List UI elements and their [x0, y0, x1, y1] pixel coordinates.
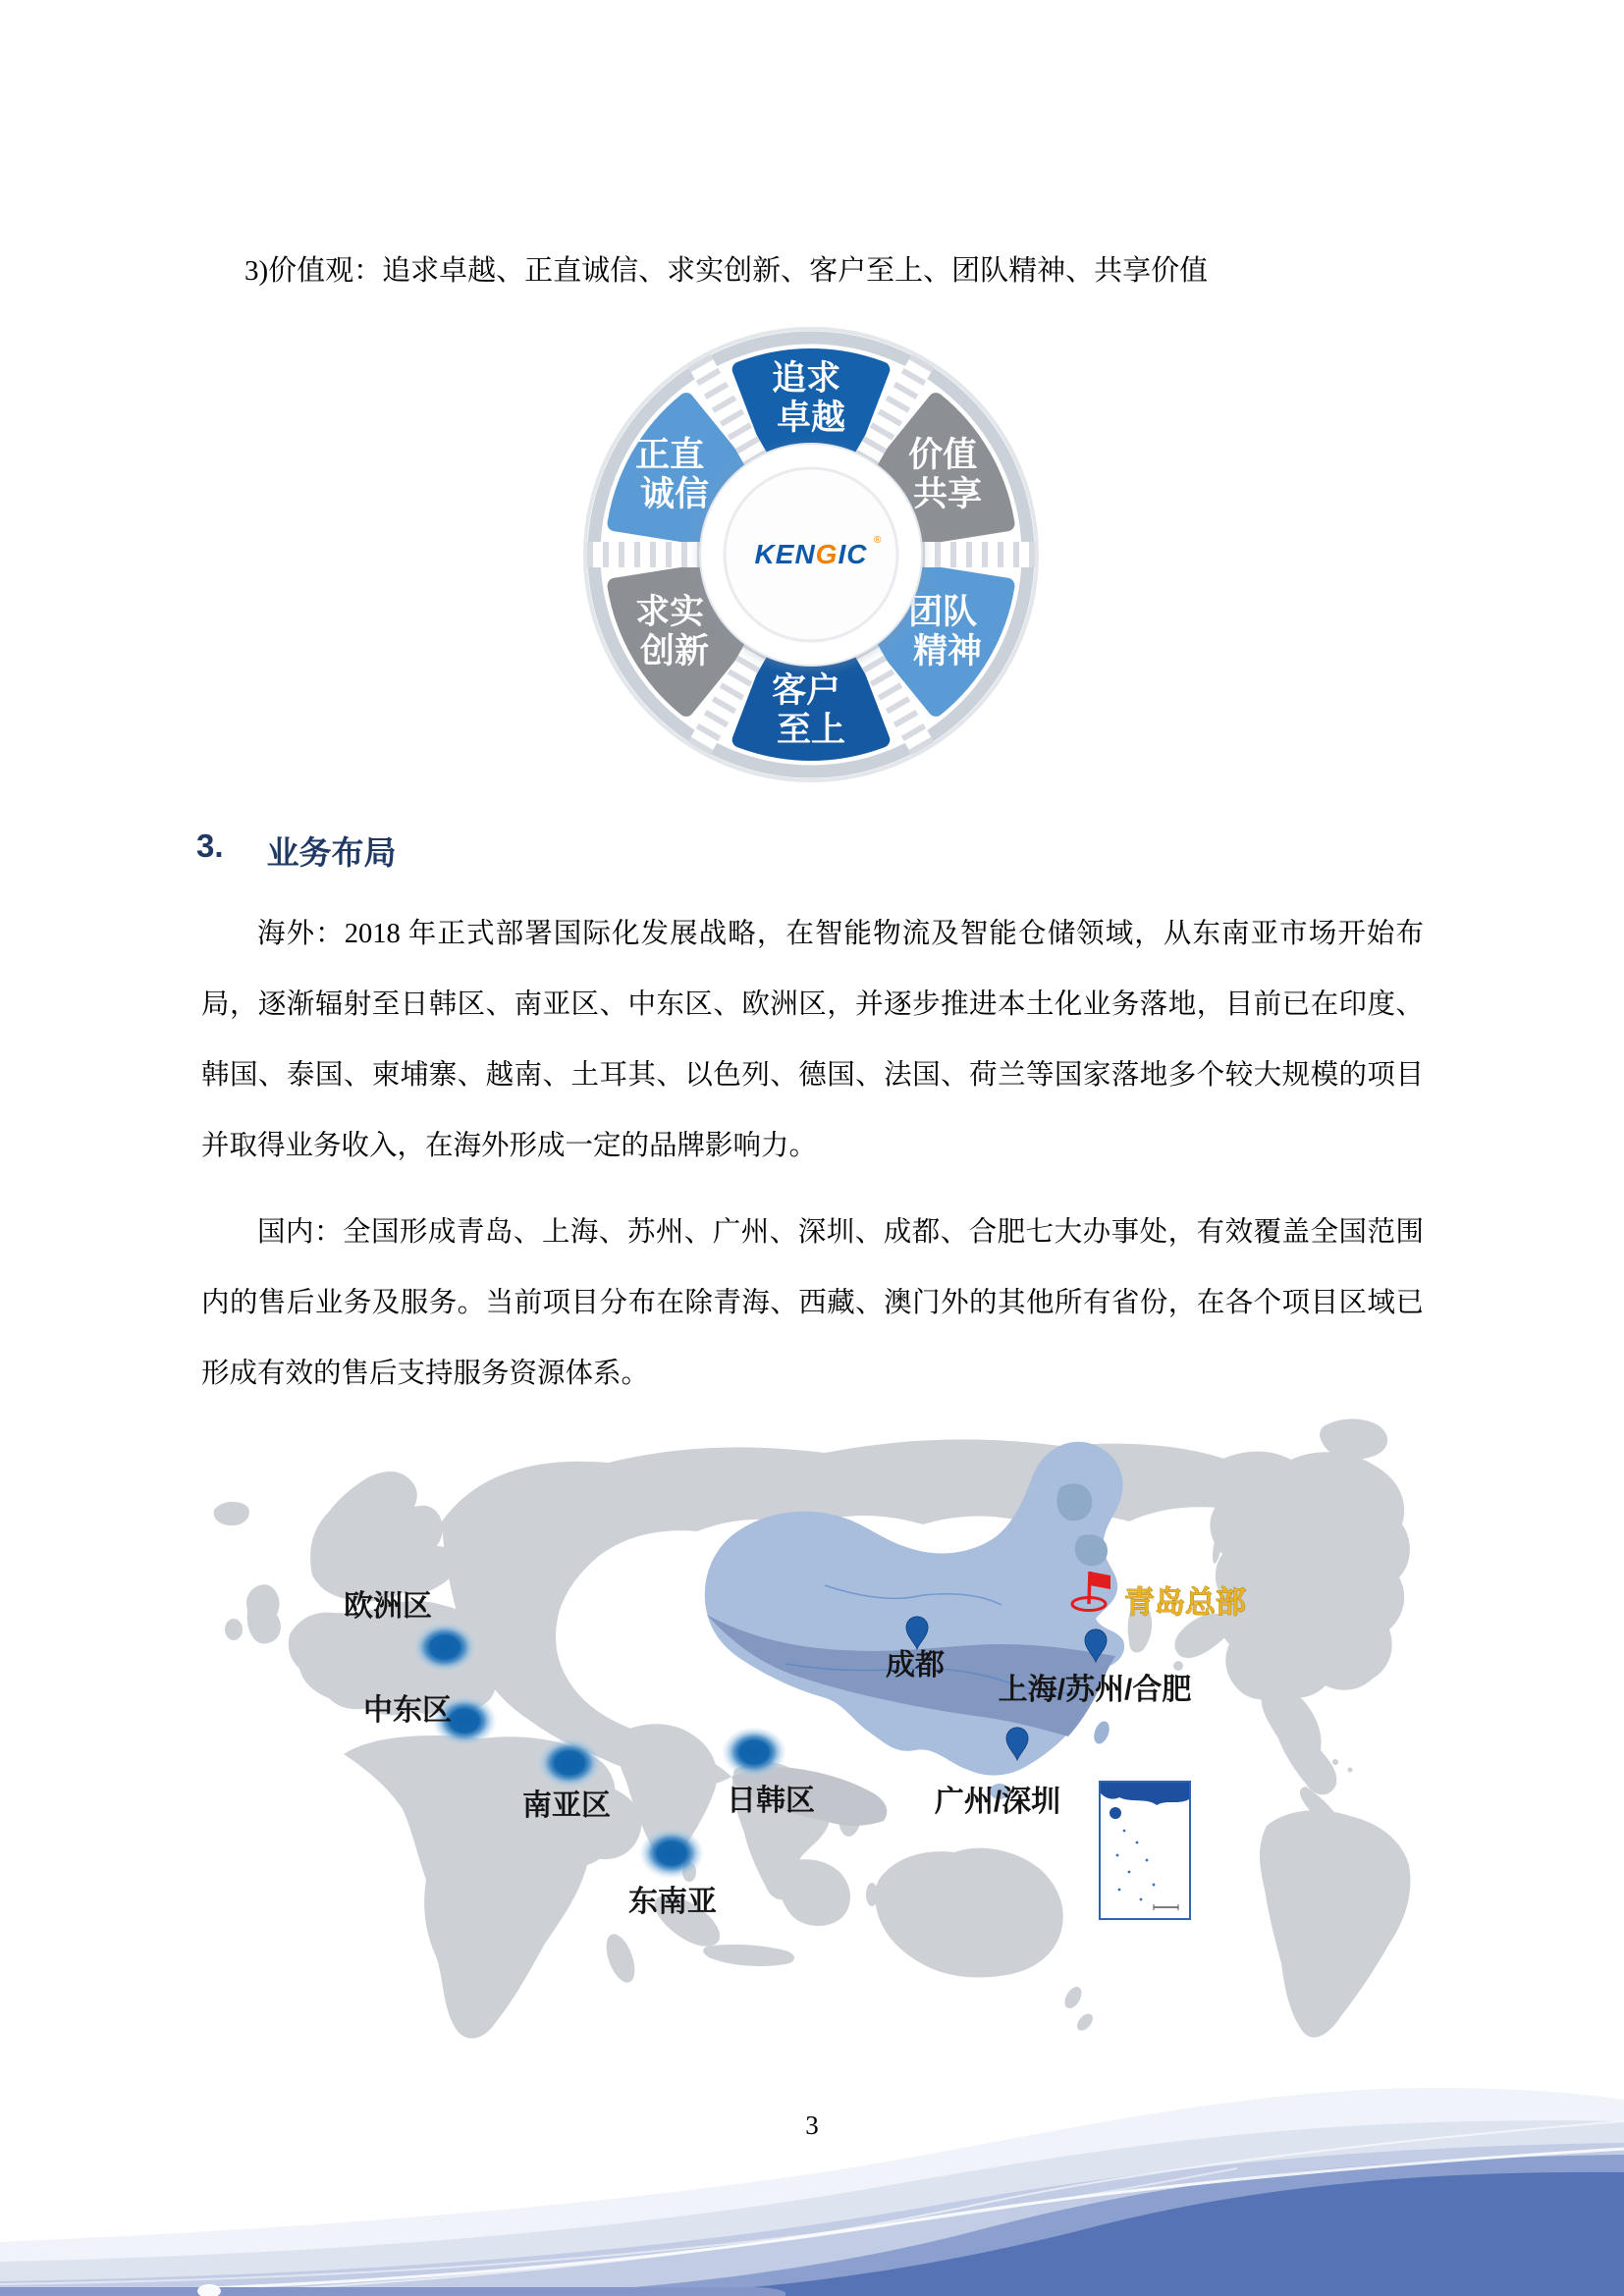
label-chengdu: 成都	[886, 1649, 945, 1682]
values-wheel-diagram	[580, 324, 1042, 785]
new-zealand-north	[1061, 1984, 1085, 2011]
dot-japan-korea	[722, 1727, 786, 1778]
paragraph-domestic: 国内：全国形成青岛、上海、苏州、广州、深圳、成都、合肥七大办事处，有效覆盖全国范围内的售后业务及服务。当前项目分布在除青海、西藏、澳门外的其他所有省份，在各个项目区域已形成有效的售后支持服务资源体系。	[201, 1217, 1424, 1389]
label-qingdao-headquarters: 青岛总部	[1124, 1585, 1246, 1620]
dot-southeast-asia	[639, 1828, 704, 1879]
wheel-label-zhengzhi-chengxin: 正直 诚信	[635, 436, 710, 513]
borneo	[778, 1859, 850, 1926]
label-japan-korea-region: 日韩区	[727, 1785, 815, 1817]
ireland	[225, 1619, 243, 1640]
label-europe-region: 欧洲区	[344, 1590, 432, 1623]
label-south-asia-region: 南亚区	[522, 1789, 611, 1822]
madagascar	[601, 1930, 640, 1986]
new-zealand-south	[1074, 2010, 1096, 2033]
mexico	[1261, 1689, 1336, 1795]
dot-europe	[412, 1622, 477, 1673]
wheel-label-qiushi-chuangxin: 求实 创新	[635, 593, 710, 670]
label-guangzhou-shenzhen: 广州/深圳	[934, 1786, 1061, 1818]
taiwan	[1091, 1719, 1111, 1745]
iceland	[214, 1502, 249, 1525]
japan-kyushu	[1173, 1661, 1183, 1671]
java	[703, 1945, 794, 1966]
scandinavia	[310, 1471, 454, 1601]
britain	[246, 1584, 281, 1643]
label-shanghai-suzhou-hefei: 上海/苏州/合肥	[998, 1674, 1192, 1706]
page-number: 3	[805, 2110, 819, 2140]
caribbean-2	[1348, 1768, 1353, 1773]
label-middle-east-region: 中东区	[363, 1694, 452, 1727]
australia	[875, 1848, 1063, 1978]
wheel-label-kehu-zhishang: 客户 至上	[772, 671, 846, 749]
section-number: 3.	[196, 828, 224, 864]
wheel-label-tuandui-jingshen: 团队 精神	[908, 593, 983, 670]
south-china-sea-inset	[1100, 1782, 1190, 1919]
south-america	[1260, 1810, 1410, 2037]
kengic-logo-mark: ®	[874, 535, 882, 546]
dot-south-asia	[537, 1737, 602, 1789]
paragraph-overseas: 海外：2018 年正式部署国际化发展战略，在智能物流及智能仓储领域，从东南亚市场开始布局，逐渐辐射至日韩区、南亚区、中东区、欧洲区，并逐步推进本土化业务落地，目前已在印度、韩国、泰国、柬埔寨、越南、土耳其、以色列、德国、法国、荷兰等国家落地多个较大规模的项目并取得业务收入，在海外形成一定的品牌影响力。	[201, 919, 1424, 1161]
china-northeast-patch	[1056, 1483, 1092, 1521]
caribbean-1	[1332, 1759, 1338, 1765]
kengic-logo: KENGIC	[754, 539, 868, 569]
wheel-label-zhuiqiu-zhuoyue: 追求 卓越	[772, 359, 846, 437]
section-title: 业务布局	[266, 834, 397, 871]
north-america	[1206, 1452, 1410, 1700]
wheel-label-jiazhi-gongxiang: 价值 共享	[908, 436, 983, 513]
body-text	[201, 899, 1424, 1425]
footer-wave-decoration	[0, 2060, 1624, 2296]
world-map	[196, 1409, 1414, 2047]
label-southeast-asia-region: 东南亚	[628, 1886, 717, 1918]
section-heading	[196, 828, 397, 874]
values-intro-line: 3)价值观：追求卓越、正直诚信、求实创新、客户至上、团队精神、共享价值	[244, 255, 1209, 287]
